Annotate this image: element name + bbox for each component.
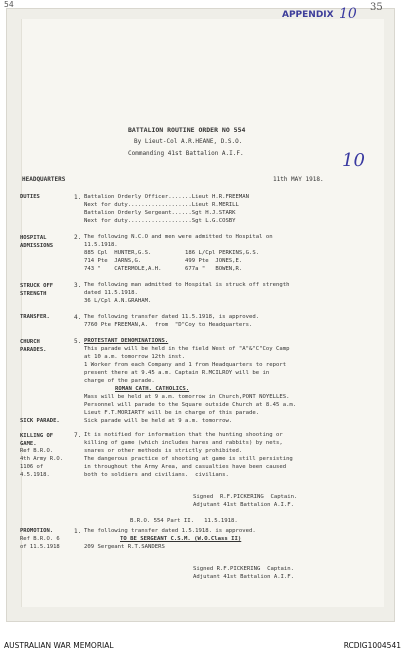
section-number: 4.	[74, 314, 82, 321]
section-number: 7.	[74, 432, 82, 439]
section-line: Battalion Orderly Officer.......Lieut H.R.FREEMAN	[84, 194, 250, 200]
section-line: 1 Worker from each Company and 1 from Headquarters to report	[84, 362, 287, 368]
appendix-stamp: APPENDIX	[282, 10, 334, 20]
footer-id: RCDIG1004541	[343, 641, 401, 650]
section-label: TRANSFER.	[20, 314, 50, 320]
order-by-line: By Lieut-Col A.R.HEANE, D.S.O.	[134, 138, 243, 145]
section-line: in throughout the Army Area, and casualties have been caused	[84, 464, 287, 470]
order-command: Commanding 41st Battalion A.I.F.	[128, 150, 244, 157]
section-number: 3.	[74, 282, 82, 289]
margin-ref: Ref B.R.O. 6	[20, 536, 60, 542]
handwritten-page-number: 10	[342, 150, 365, 171]
order-title: BATTALION ROUTINE ORDER NO 554	[128, 126, 246, 134]
handwritten-appendix-number: 10	[339, 6, 357, 22]
section-line: The following transfer dated 11.5.1918, is approved.	[84, 314, 260, 320]
section-line: snares or other methods is strictly prohibited.	[84, 448, 243, 454]
section-line: It is notified for information that the hunting shooting or	[84, 432, 283, 438]
headquarters-label: HEADQUARTERS	[22, 176, 66, 183]
section-line: charge of the parade.	[84, 378, 155, 384]
section-line: This parade will be held in the field West of "A"&"C"Coy Camp	[84, 346, 290, 352]
section-line: 11.5.1918.	[84, 242, 118, 248]
signature-line: Signed R.F.PICKERING Captain.	[193, 494, 298, 500]
section-line: at 10 a.m. tomorrow 12th inst.	[84, 354, 186, 360]
section-line: 7760 Pte FREEMAN,A. from "D"Coy to Headquarters.	[84, 322, 253, 328]
subsection-heading: ROMAN CATH. CATHOLICS.	[115, 386, 190, 392]
section-line: The following man admitted to Hospital is struck off strength	[84, 282, 290, 288]
section-number: 5.	[74, 338, 82, 345]
subsection-heading: TO BE SERGEANT C.S.M. (W.O.Class II)	[120, 536, 242, 542]
ref-number: 54	[4, 0, 14, 9]
margin-ref: 1106 of	[20, 464, 44, 470]
section-label: KILLING OF GAME.	[20, 433, 54, 447]
section-line: dated 11.5.1918.	[84, 290, 138, 296]
section-line: Next for duty...................Lieut R.MERILL	[84, 202, 239, 208]
section-line: Next for duty...................Sgt L.G.COSBY	[84, 218, 236, 224]
section-label: SICK PARADE.	[20, 418, 60, 424]
section-label: PROMOTION.	[20, 528, 54, 534]
section-line: killing of game (which includes hares and rabbits) by nets,	[84, 440, 283, 446]
subsection-heading: PROTESTANT DENOMINATIONS.	[84, 338, 169, 344]
section-line: The following N.C.O and men were admitted to Hospital on	[84, 234, 273, 240]
margin-ref: Ref B.R.O.	[20, 448, 54, 454]
section-line: 714 Pte JARNS,G. 499 Pte JONES,E.	[84, 258, 243, 264]
section-label: HOSPITAL ADMISSIONS	[20, 235, 54, 249]
handwritten-top-right: 35	[370, 2, 383, 13]
order-date: 11th MAY 1918.	[273, 176, 324, 183]
margin-ref: 4.5.1918.	[20, 472, 50, 478]
section-label: CHURCH PARADES.	[20, 339, 47, 353]
section-number: 2.	[74, 234, 82, 241]
part2-heading: B.R.O. 554 Part II. 11.5.1918.	[130, 518, 238, 524]
section-line: Mass will be held at 9 a.m. tomorrow in Church,PONT NOYELLES.	[84, 394, 290, 400]
section-number: 1.	[74, 194, 82, 201]
section-label: DUTIES	[20, 194, 40, 200]
section-line: Lieut F.T.MORIARTY will be in charge of this parade.	[84, 410, 260, 416]
section-line: Personnel will parade to the Square outside Church at 8.45 a.m.	[84, 402, 297, 408]
section-line: The following transfer dated 1.5.1918. is approved.	[84, 528, 256, 534]
section-line: Sick parade will be held at 9 a.m. tomorrow.	[84, 418, 233, 424]
margin-ref: 4th Army R.O.	[20, 456, 64, 462]
margin-ref: of 11.5.1918	[20, 544, 60, 550]
section-line: 885 Cpl HUNTER,G.S. 186 L/Cpl PERKINS,G.S.	[84, 250, 260, 256]
section-line: 743 " CATERMOLE,A.H. 677a " BOWEN,R.	[84, 266, 243, 272]
section-label: STRUCK OFF STRENGTH	[20, 283, 54, 297]
section-number: 1.	[74, 528, 82, 535]
section-line: Battalion Orderly Sergeant......Sgt H.J.STARK	[84, 210, 236, 216]
section-line: both to soldiers and civilians. civilians.	[84, 472, 229, 478]
section-line: 209 Sergeant R.T.SANDERS	[84, 544, 165, 550]
section-line: The dangerous practice of shooting at game is still persisting	[84, 456, 293, 462]
signature-line: Adjutant 41st Battalion A.I.F.	[193, 574, 295, 580]
signature-line: Adjutant 41st Battalion A.I.F.	[193, 502, 295, 508]
section-line: present there at 9.45 a.m. Captain R.MCILROY will be in	[84, 370, 270, 376]
section-line: 36 L/Cpl A.N.GRAHAM.	[84, 298, 152, 304]
footer-source: AUSTRALIAN WAR MEMORIAL	[4, 641, 114, 650]
signature-line: Signed R.F.PICKERING Captain.	[193, 566, 295, 572]
